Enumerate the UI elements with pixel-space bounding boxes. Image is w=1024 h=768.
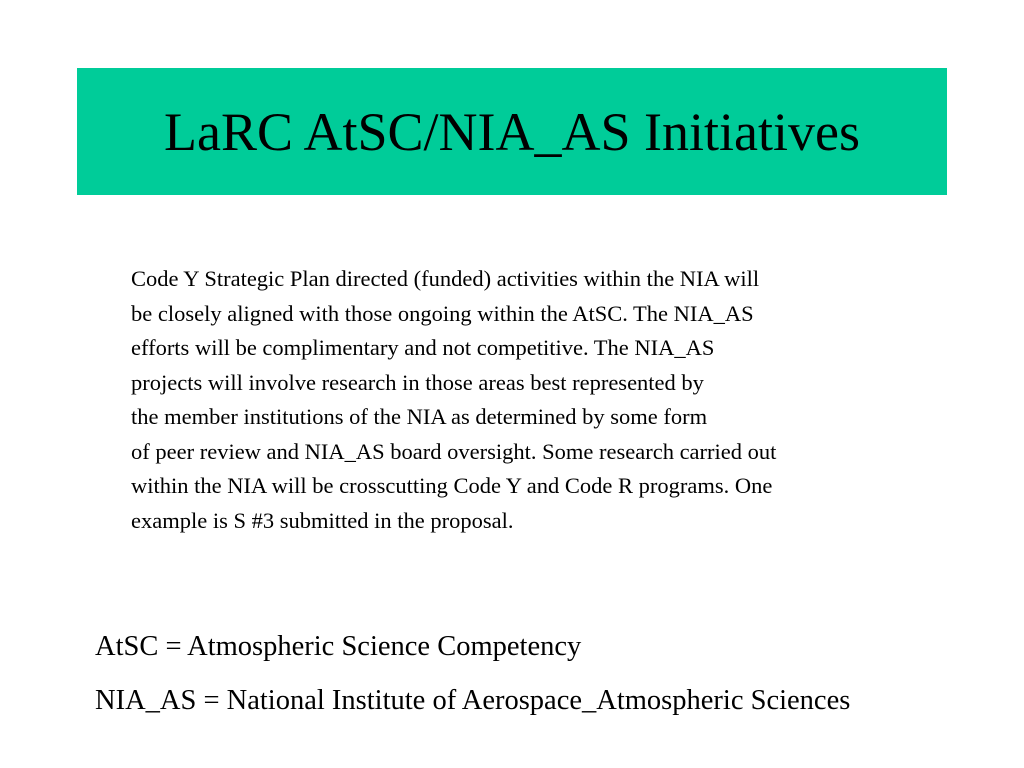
body-line-5: the member institutions of the NIA as determined by some form [131,404,708,429]
body-paragraph [131,262,991,538]
slide-title: LaRC AtSC/NIA_AS Initiatives [163,101,860,162]
body-line-7: within the NIA will be crosscutting Code Y and Code R programs. One [131,473,773,498]
body-line-8: example is S #3 submitted in the proposal. [131,507,514,533]
body-line-2: be closely aligned with those ongoing within the AtSC. The NIA_AS [131,300,754,326]
body-line-4: projects will involve research in those areas best represented by [131,369,704,395]
definition-nia-as: NIA_AS = National Institute of Aerospace_Atmospheric Sciences [95,685,851,716]
body-line-1: Code Y Strategic Plan directed (funded) activities within the NIA will [131,266,760,291]
definition-atsc: AtSC = Atmospheric Science Competency [95,631,582,662]
body-line-6: of peer review and NIA_AS board oversight. Some research carried out [131,438,777,464]
title-banner [77,68,947,195]
body-line-3: efforts will be complimentary and not competitive. The NIA_AS [131,335,715,360]
